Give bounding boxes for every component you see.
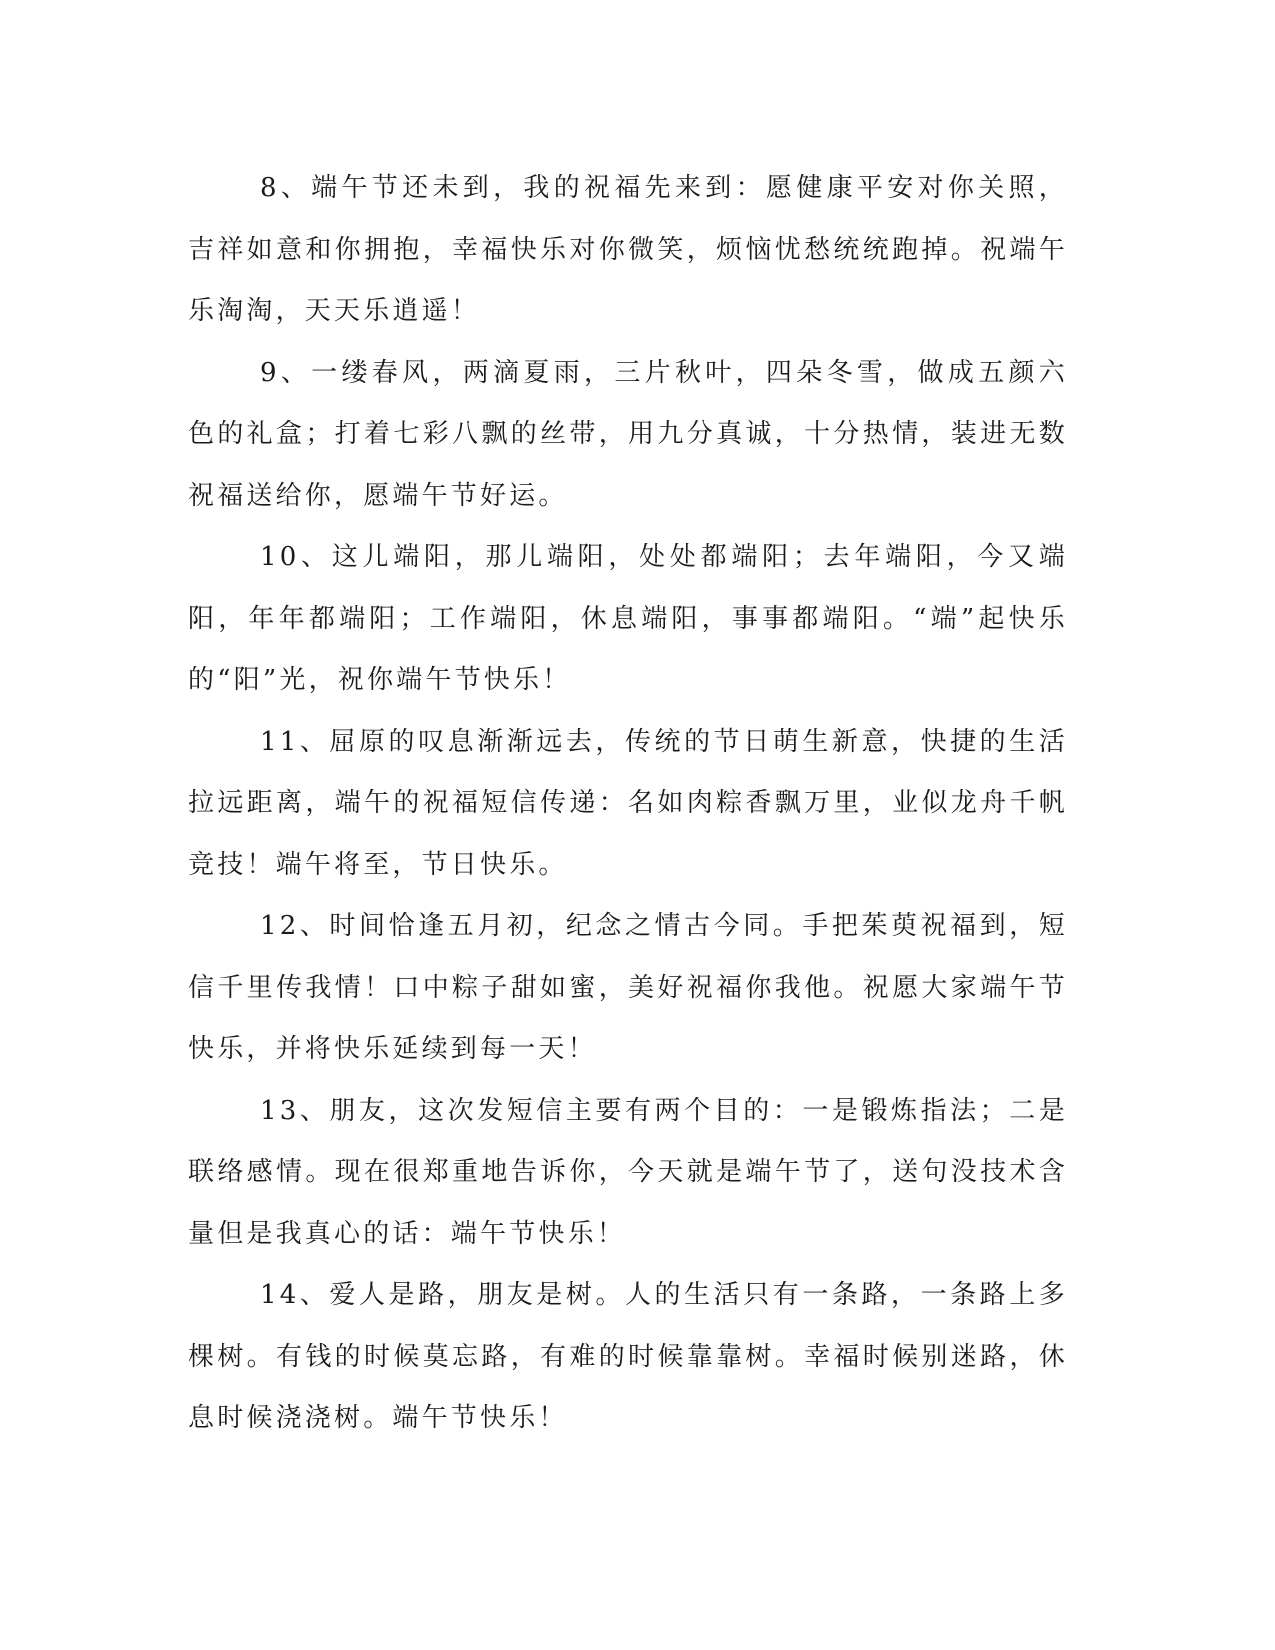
paragraph-11: 11、屈原的叹息渐渐远去，传统的节日萌生新意，快捷的生活拉远距离，端午的祝福短信传递：名如肉粽香飘万里，业似龙舟千帆竞技！端午将至，节日快乐。 bbox=[188, 726, 1068, 880]
paragraph-10: 10、这儿端阳，那儿端阳，处处都端阳；去年端阳，今又端阳，年年都端阳；工作端阳，休息端阳，事事都端阳。“端”起快乐的“阳”光，祝你端午节快乐！ bbox=[188, 542, 1068, 695]
document-body bbox=[188, 158, 1068, 1450]
paragraph-8: 8、端午节还未到，我的祝福先来到：愿健康平安对你关照，吉祥如意和你拥抱，幸福快乐对你微笑，烦恼忧愁统统跑掉。祝端午乐淘淘，天天乐逍遥！ bbox=[188, 173, 1068, 326]
paragraph-14: 14、爱人是路，朋友是树。人的生活只有一条路，一条路上多棵树。有钱的时候莫忘路，有难的时候靠靠树。幸福时候别迷路，休息时候浇浇树。端午节快乐！ bbox=[188, 1280, 1068, 1433]
paragraph-12: 12、时间恰逢五月初，纪念之情古今同。手把茱萸祝福到，短信千里传我情！口中粽子甜如蜜，美好祝福你我他。祝愿大家端午节快乐，并将快乐延续到每一天！ bbox=[188, 911, 1068, 1064]
paragraph-9: 9、一缕春风，两滴夏雨，三片秋叶，四朵冬雪，做成五颜六色的礼盒；打着七彩八飘的丝带，用九分真诚，十分热情，装进无数祝福送给你，愿端午节好运。 bbox=[188, 357, 1068, 511]
paragraph-13: 13、朋友，这次发短信主要有两个目的：一是锻炼指法；二是联络感情。现在很郑重地告诉你，今天就是端午节了，送句没技术含量但是我真心的话：端午节快乐！ bbox=[188, 1095, 1068, 1249]
